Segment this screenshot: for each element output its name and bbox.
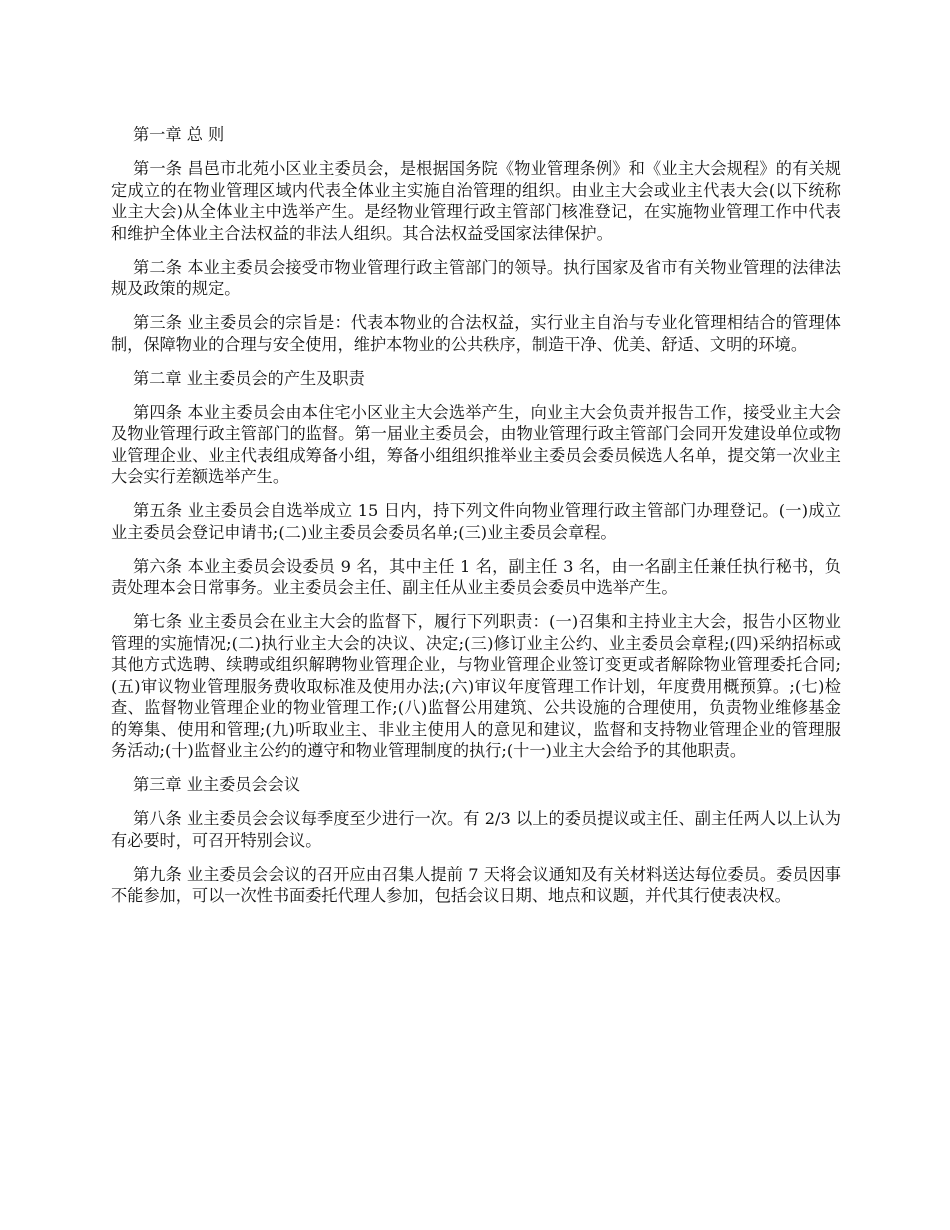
article-8: 第八条 业主委员会会议每季度至少进行一次。有 2/3 以上的委员提议或主任、副主任两人以上认为有必要时，可召开特别会议。 xyxy=(111,809,841,850)
article-4: 第四条 本业主委员会由本住宅小区业主大会选举产生，向业主大会负责并报告工作，接受业主大会及物业管理行政主管部门的监督。第一届业主委员会，由物业管理行政主管部门会同开发建设单位或物业管理企业、业主代表组成筹备小组，筹备小组组织推举业主委员会委员候选人名单，提交第一次业主大会实行差额选举产生。 xyxy=(111,402,841,486)
article-3: 第三条 业主委员会的宗旨是：代表本物业的合法权益，实行业主自治与专业化管理相结合的管理体制，保障物业的合理与安全使用，维护本物业的公共秩序，制造干净、优美、舒适、文明的环境。 xyxy=(111,313,841,354)
document-body xyxy=(111,124,841,919)
article-2: 第二条 本业主委员会接受市物业管理行政主管部门的领导。执行国家及省市有关物业管理的法律法规及政策的规定。 xyxy=(111,257,841,298)
chapter-2-heading: 第二章 业主委员会的产生及职责 xyxy=(133,368,365,388)
chapter-3-heading: 第三章 业主委员会会议 xyxy=(133,775,301,794)
article-9: 第九条 业主委员会会议的召开应由召集人提前 7 天将会议通知及有关材料送达每位委员。委员因事不能参加，可以一次性书面委托代理人参加，包括会议日期、地点和议题，并代其行使表决权。 xyxy=(111,864,841,905)
article-6: 第六条 本业主委员会设委员 9 名，其中主任 1 名，副主任 3 名，由一名副主任兼任执行秘书，负责处理本会日常事务。业主委员会主任、副主任从业主委员会委员中选举产生。 xyxy=(111,556,841,597)
article-1: 第一条 昌邑市北苑小区业主委员会，是根据国务院《物业管理条例》和《业主大会规程》的有关规定成立的在物业管理区域内代表全体业主实施自治管理的组织。由业主大会或业主代表大会(以下统称业主大会)从全体业主中选举产生。是经物业管理行政主管部门核准登记，在实施物业管理工作中代表和维护全体业主合法权益的非法人组织。其合法权益受国家法律保护。 xyxy=(111,159,841,243)
article-7: 第七条 业主委员会在业主大会的监督下，履行下列职责：(一)召集和主持业主大会，报告小区物业管理的实施情况;(二)执行业主大会的决议、决定;(三)修订业主公约、业主委员会章程;(四)采纳招标或其他方式选聘、续聘或组织解聘物业管理企业，与物业管理企业签订变更或者解除物业管理委托合同;(五)审议物业管理服务费收取标准及使用办法;(六)审议年度管理工作计划，年度费用概预算。;(七)检查、监督物业管理企业的物业管理工作;(八)监督公用建筑、公共设施的合理使用，负责物业维修基金的筹集、使用和管理;(九)听取业主、非业主使用人的意见和建议，监督和支持物业管理企业的管理服务活动;(十)监督业主公约的遵守和物业管理制度的执行;(十一)业主大会给予的其他职责。 xyxy=(111,612,841,760)
article-5: 第五条 业主委员会自选举成立 15 日内，持下列文件向物业管理行政主管部门办理登记。(一)成立业主委员会登记申请书;(二)业主委员会委员名单;(三)业主委员会章程。 xyxy=(111,501,841,542)
chapter-1-heading: 第一章 总 则 xyxy=(133,125,225,144)
